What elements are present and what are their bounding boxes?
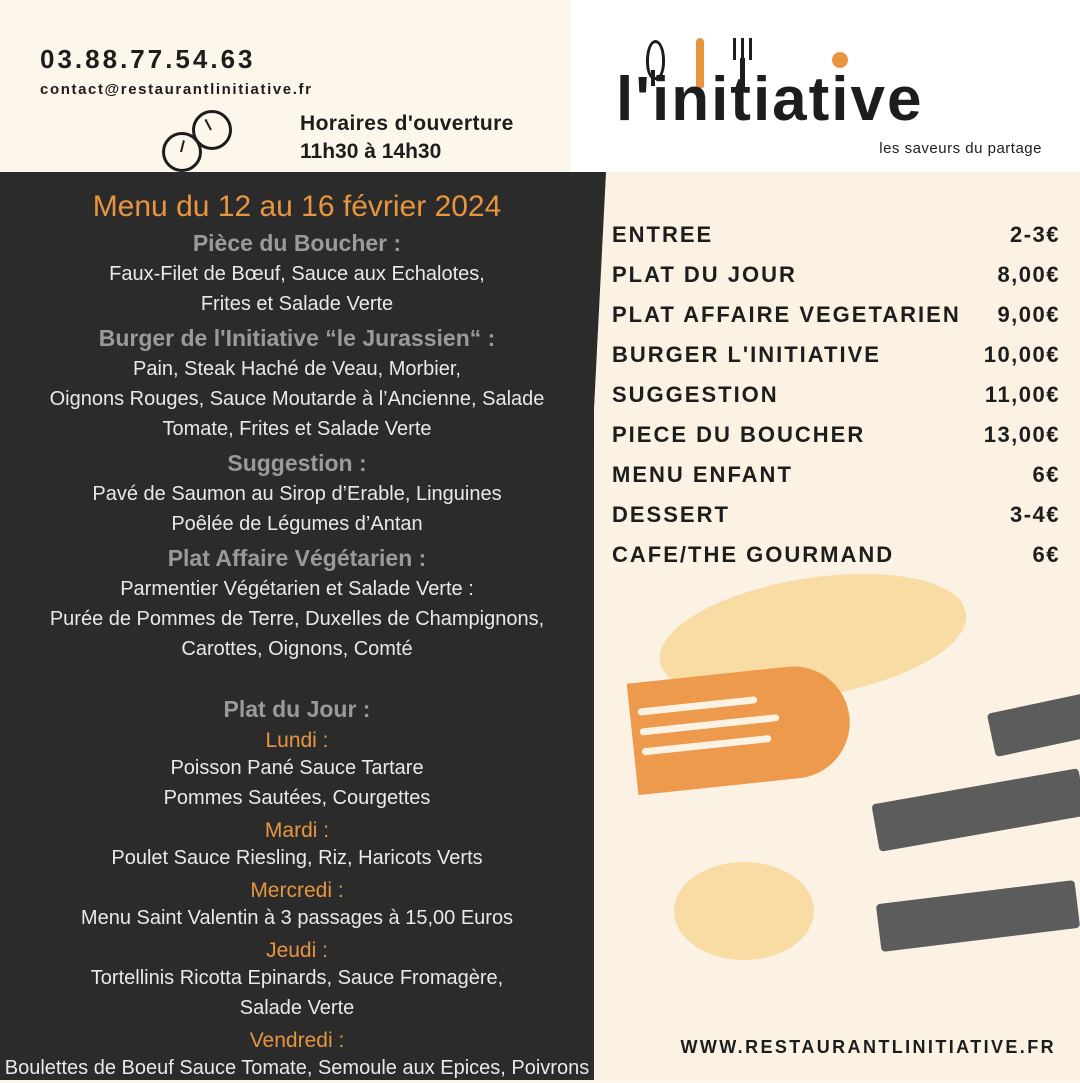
price-label: MENU ENFANT <box>612 462 793 487</box>
section-line: Oignons Rouges, Sauce Moutarde à l’Ancienne, Salade <box>49 388 545 410</box>
section-line: Poêlée de Légumes d’Antan <box>171 513 423 535</box>
price-label: BURGER L'INITIATIVE <box>612 342 881 367</box>
plat-du-jour-title: Plat du Jour : <box>223 696 371 722</box>
day-line: Poulet Sauce Riesling, Riz, Haricots Verts <box>111 847 483 869</box>
section-title: Pièce du Boucher : <box>192 230 402 256</box>
day-title-vendredi: Vendredi : <box>249 1029 345 1052</box>
price-value: 6€ <box>1032 462 1060 487</box>
price-list <box>612 222 1060 582</box>
section-line: Purée de Pommes de Terre, Duxelles de Champignons, <box>49 608 545 630</box>
decorative-ellipse-shape <box>674 862 814 960</box>
price-row <box>612 542 1060 568</box>
section-line: Pain, Steak Haché de Veau, Morbier, <box>133 358 461 380</box>
section-line: Pavé de Saumon au Sirop d’Erable, Linguines <box>92 483 502 505</box>
day-line: Menu Saint Valentin à 3 passages à 15,00 Euros <box>80 907 514 929</box>
price-label: ENTREE <box>612 222 714 247</box>
clock-icon <box>162 132 202 172</box>
phone-number: 03.88.77.54.63 <box>40 44 256 74</box>
section-line: Faux-Filet de Bœuf, Sauce aux Echalotes, <box>109 263 485 285</box>
price-row <box>612 222 1060 248</box>
price-label: PLAT AFFAIRE VEGETARIEN <box>612 302 961 327</box>
price-row <box>612 302 1060 328</box>
price-row <box>612 262 1060 288</box>
clock-icons <box>160 110 270 172</box>
price-label: CAFE/THE GOURMAND <box>612 542 895 567</box>
spacer <box>0 664 594 690</box>
day-line: Pommes Sautées, Courgettes <box>163 787 431 809</box>
day-title-mardi: Mardi : <box>264 819 330 842</box>
brand-tagline: les saveurs du partage <box>879 140 1042 157</box>
opening-hours-time: 11h30 à 14h30 <box>300 140 442 163</box>
day-line: Salade Verte <box>239 997 355 1019</box>
day-title-lundi: Lundi : <box>265 729 329 752</box>
price-row <box>612 422 1060 448</box>
price-label: PIECE DU BOUCHER <box>612 422 866 447</box>
day-line: Boulettes de Boeuf Sauce Tomate, Semoule aux Epices, Poivrons <box>4 1057 590 1079</box>
section-title: Plat Affaire Végétarien : <box>167 545 427 571</box>
section-title: Suggestion : <box>227 450 367 476</box>
day-line: Poisson Pané Sauce Tartare <box>170 757 424 779</box>
price-row <box>612 462 1060 488</box>
price-row <box>612 342 1060 368</box>
website-url[interactable]: WWW.RESTAURANTLINITIATIVE.FR <box>680 1037 1056 1057</box>
price-row <box>612 382 1060 408</box>
day-title-mercredi: Mercredi : <box>250 879 344 902</box>
brand-name-text: l'initiative <box>616 65 924 134</box>
email-address: contact@restaurantlinitiative.fr <box>40 81 313 98</box>
price-value: 6€ <box>1032 542 1060 567</box>
price-value: 3-4€ <box>1009 502 1060 527</box>
section-line: Frites et Salade Verte <box>200 293 394 315</box>
price-row <box>612 502 1060 528</box>
price-value: 10,00€ <box>983 342 1060 367</box>
menu-content <box>0 182 594 1083</box>
section-line: Carottes, Oignons, Comté <box>181 638 413 660</box>
brand-name <box>616 64 923 135</box>
price-label: DESSERT <box>612 502 730 527</box>
price-value: 2-3€ <box>1009 222 1060 247</box>
day-title-jeudi: Jeudi : <box>266 939 328 962</box>
day-line: Tortellinis Ricotta Epinards, Sauce Fromagère, <box>90 967 504 989</box>
price-label: SUGGESTION <box>612 382 779 407</box>
section-title: Burger de l'Initiative “le Jurassien“ : <box>98 325 496 351</box>
section-line: Parmentier Végétarien et Salade Verte : <box>120 578 474 600</box>
contact-block <box>40 44 560 163</box>
price-value: 8,00€ <box>997 262 1060 287</box>
price-value: 11,00€ <box>984 382 1060 407</box>
price-value: 9,00€ <box>997 302 1060 327</box>
opening-hours <box>300 112 514 164</box>
price-value: 13,00€ <box>983 422 1060 447</box>
menu-title: Menu du 12 au 16 février 2024 <box>92 190 502 223</box>
section-line: Tomate, Frites et Salade Verte <box>162 418 432 440</box>
opening-hours-title: Horaires d'ouverture <box>300 112 514 135</box>
brand-logo <box>600 36 1050 164</box>
price-label: PLAT DU JOUR <box>612 262 797 287</box>
